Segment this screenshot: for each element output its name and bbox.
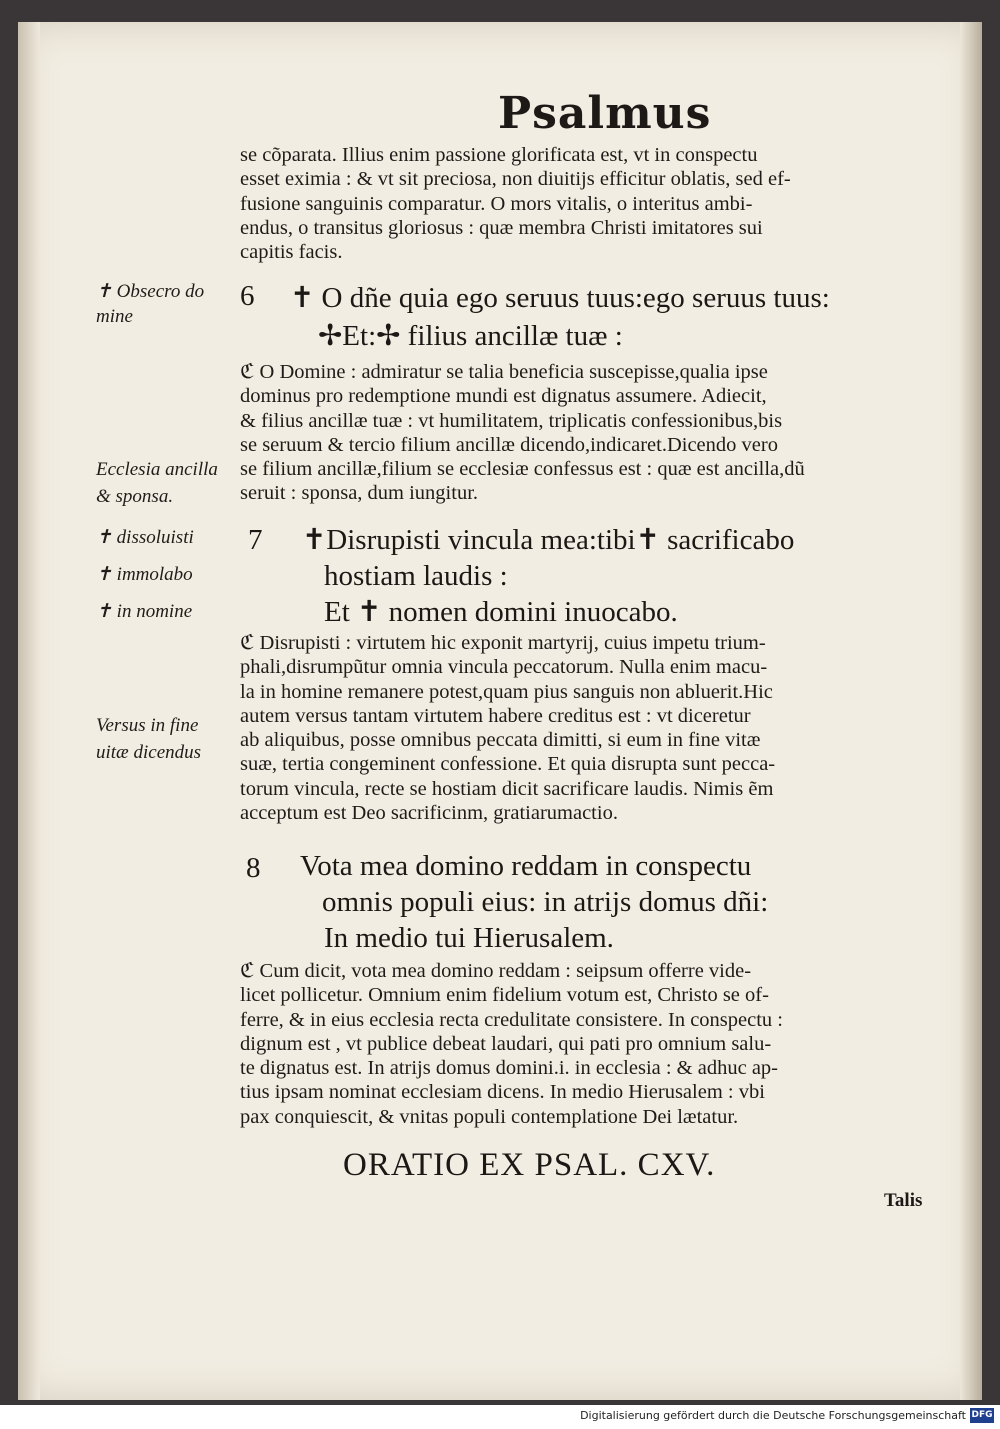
text-line: la in homine remanere potest,quam pius sanguis non abluerit.Hic [240, 680, 773, 703]
text-line: & filius ancillæ tuæ : vt humilitatem, triplicatis confessionibus,bis [240, 409, 783, 432]
verse-8-line-3: In medio tui Hierusalem. [324, 922, 614, 954]
text-line: suæ, tertia congeminent confessione. Et quia disrupta sunt pecca- [240, 753, 776, 776]
text-line: ferre, & in eius ecclesia recta credulitate consistere. In conspectu : [240, 1008, 783, 1031]
verse-number: 7 [248, 524, 263, 556]
commentary-paragraph-2 [240, 360, 952, 506]
text-line: capitis facis. [240, 241, 343, 264]
text-line: te dignatus est. In atrijs domus domini.i. in ecclesia : & adhuc ap- [240, 1057, 779, 1080]
text-line: endus, o transitus gloriosus : quæ membra Christi imitatores sui [240, 216, 763, 239]
text-line: esset eximia : & vt sit preciosa, non diuitijs efficitur oblatis, sed ef- [240, 168, 791, 191]
oratio-title: ORATIO EX PSAL. CXV. [343, 1147, 716, 1183]
margin-note-ecclesia: Ecclesia ancilla & sponsa. [96, 459, 218, 507]
text-line: dominus pro redemptione mundi est dignatus assumere. Adiecit, [240, 385, 767, 408]
verse-6-line-2: ✢Et:✢ filius ancillæ tuæ : [318, 320, 623, 352]
text-line: fusione sanguinis comparatur. O mors vitalis, o interitus ambi- [240, 192, 753, 215]
text-line: acceptum est Deo sacrificinm, gratiarumactio. [240, 802, 618, 825]
margin-note-in-nomine: ✝ in nomine [96, 601, 193, 622]
funding-notice: Digitalisierung gefördert durch die Deutsche Forschungsgemeinschaft [580, 1409, 966, 1422]
verse-number: 6 [240, 280, 255, 312]
text-line: phali,disrumpũtur omnia vincula peccatorum. Nulla enim macu- [240, 656, 768, 679]
margin-note-obsecro: ✝ Obsecro do mine [96, 281, 205, 327]
page-gutter-shadow [18, 22, 40, 1400]
catchword: Talis [884, 1190, 923, 1211]
text-line: ℭ Cum dicit, vota mea domino reddam : seipsum offerre vide- [240, 960, 752, 982]
text-line: se filium ancillæ,filium se ecclesiæ confessus est : quæ est ancilla,dũ [240, 458, 805, 481]
verse-7-line-2: hostiam laudis : [324, 560, 508, 592]
verse-8-line-2: omnis populi eius: in atrijs domus dñi: [322, 886, 769, 918]
text-line: se cõparata. Illius enim passione glorificata est, vt in conspectu [240, 144, 758, 166]
text-line: seruit : sponsa, dum iungitur. [240, 482, 479, 505]
commentary-paragraph-1 [240, 143, 952, 264]
dfg-logo: DFG [970, 1408, 994, 1423]
text-line: licet pollicetur. Omnium enim fidelium votum est, Christo se of- [240, 984, 769, 1007]
text-line: torum vincula, recte se hostiam dicit sacrificare laudis. Nimis ẽm [240, 777, 774, 800]
verse-6-line-1: ✝ O dñe quia ego seruus tuus:ego seruus tuus: [290, 282, 830, 314]
commentary-paragraph-3 [240, 631, 952, 825]
text-line: autem versus tantam virtutem habere creditus est : vt diceretur [240, 704, 751, 727]
text-line: ab aliquibus, posse omnibus peccata dimitti, si eum in fine vitæ [240, 729, 761, 752]
running-header: Psalmus [498, 88, 712, 139]
text-line: dignum est , vt publice debeat laudari, qui pati pro omnium salu- [240, 1032, 772, 1055]
verse-number: 8 [246, 852, 261, 884]
margin-note-immolabo: ✝ immolabo [96, 564, 193, 585]
margin-note-versus: Versus in fine uitæ dicendus [96, 715, 202, 763]
text-line: pax conquiescit, & vnitas populi contemplatione Dei lætatur. [240, 1105, 739, 1128]
page-edge-shadow [960, 22, 982, 1400]
verse-7-line-1: ✝Disrupisti vincula mea:tibi✝ sacrificabo [302, 524, 795, 556]
text-line: ℭ O Domine : admiratur se talia beneficia suscepisse,qualia ipse [240, 361, 768, 383]
footer-bar [0, 1405, 1000, 1429]
margin-note-dissoluisti: ✝ dissoluisti [96, 527, 194, 548]
verse-7-line-3: Et ✝ nomen domini inuocabo. [324, 596, 678, 628]
text-line: ℭ Disrupisti : virtutem hic exponit martyrij, cuius impetu trium- [240, 632, 766, 654]
text-line: tius ipsam nominat ecclesiam dicens. In medio Hierusalem : vbi [240, 1081, 765, 1104]
text-line: se seruum & tercio filium ancillæ dicendo,indicaret.Dicendo vero [240, 433, 778, 456]
verse-8-line-1: Vota mea domino reddam in conspectu [300, 850, 752, 882]
commentary-paragraph-4 [240, 959, 952, 1129]
